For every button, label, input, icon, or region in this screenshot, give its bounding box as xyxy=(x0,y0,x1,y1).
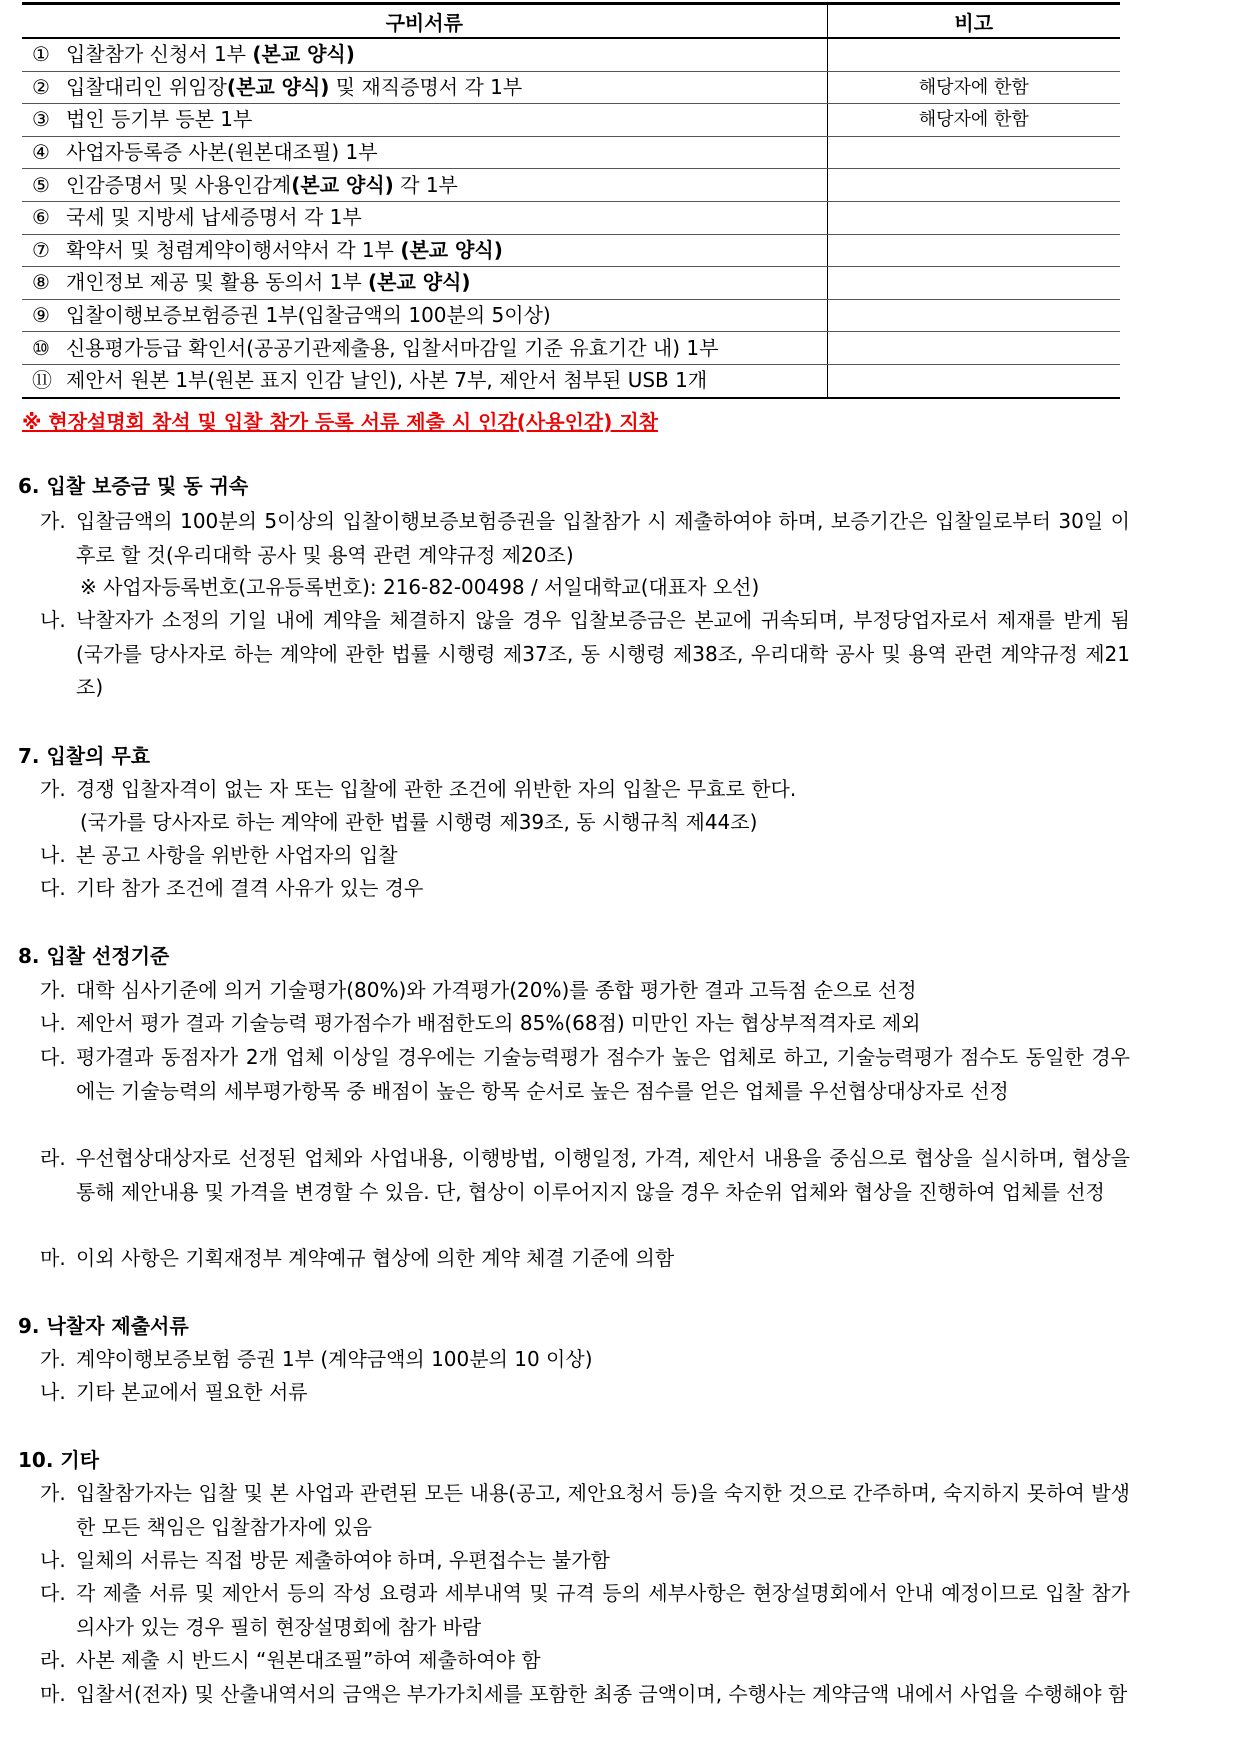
document-name: 법인 등기부 등본 1부 xyxy=(66,107,253,132)
item-label: 가. xyxy=(40,509,66,533)
document-cell xyxy=(22,332,827,365)
remark-cell: 해당자에 한함 xyxy=(827,71,1120,104)
table-row xyxy=(22,267,1120,300)
section-8-item-a xyxy=(40,974,1130,1008)
item-number: ② xyxy=(32,74,50,99)
header-remarks: 비고 xyxy=(827,4,1120,39)
item-label: 라. xyxy=(40,1146,66,1170)
table-row xyxy=(22,71,1120,104)
section-10-item-a xyxy=(40,1477,1130,1544)
table-row xyxy=(22,104,1120,137)
document-name: 입찰이행보증보험증권 1부(입찰금액의 100분의 5이상) xyxy=(66,303,551,328)
section-8-item-b xyxy=(40,1007,1130,1041)
table-row xyxy=(22,234,1120,267)
document-name: 사업자등록증 사본(원본대조필) 1부 xyxy=(66,140,378,165)
document-cell xyxy=(22,38,827,71)
item-label: 마. xyxy=(40,1682,66,1706)
document-name: 입찰참가 신청서 1부 xyxy=(66,42,253,67)
section-8-item-c xyxy=(40,1041,1130,1108)
section-7-item-b xyxy=(40,839,1130,873)
document-cell xyxy=(22,169,827,202)
item-label: 가. xyxy=(40,1347,66,1371)
item-label: 다. xyxy=(40,1045,66,1069)
table-row xyxy=(22,364,1120,397)
table-body xyxy=(22,38,1120,398)
document-cell xyxy=(22,267,827,300)
document-name: 신용평가등급 확인서(공공기관제출용, 입찰서마감일 기준 유효기간 내) 1부 xyxy=(66,335,719,360)
item-label: 가. xyxy=(40,1481,66,1505)
item-label: 나. xyxy=(40,1548,66,1572)
item-text: 입찰금액의 100분의 5이상의 입찰이행보증보험증권을 입찰참가 시 제출하여야 하며, 보증기간은 입찰일로부터 30일 이후로 할 것(우리대학 공사 및 용역 관련 계약규정 제20조) xyxy=(76,509,1130,567)
remark-cell xyxy=(827,299,1120,332)
item-number: ③ xyxy=(32,107,50,132)
item-label: 마. xyxy=(40,1246,66,1270)
document-name: 입찰대리인 위임장 xyxy=(66,74,227,99)
section-6-item-a xyxy=(40,505,1130,572)
section-9-item-a xyxy=(40,1343,1130,1377)
remark-cell xyxy=(827,201,1120,234)
item-number: ⑧ xyxy=(32,270,50,295)
item-label: 가. xyxy=(40,978,66,1002)
item-text: 입찰서(전자) 및 산출내역서의 금액은 부가가치세를 포함한 최종 금액이며, 수행사는 계약금액 내에서 사업을 수행해야 함 xyxy=(76,1682,1128,1706)
item-label: 다. xyxy=(40,1581,66,1605)
item-number: ⑥ xyxy=(32,205,50,230)
item-label: 다. xyxy=(40,876,66,900)
section-10-item-d xyxy=(40,1644,1130,1678)
item-number: ⑨ xyxy=(32,303,50,328)
item-text: 각 제출 서류 및 제안서 등의 작성 요령과 세부내역 및 규격 등의 세부사항은 현장설명회에서 안내 예정이므로 입찰 참가의사가 있는 경우 필히 현장설명회에 참가 바람 xyxy=(76,1581,1130,1639)
document-cell xyxy=(22,234,827,267)
item-label: 나. xyxy=(40,608,66,632)
item-text: 기타 참가 조건에 결격 사유가 있는 경우 xyxy=(76,876,424,900)
section-7-item-c xyxy=(40,872,1130,906)
item-number: ④ xyxy=(32,140,50,165)
document-cell xyxy=(22,136,827,169)
remark-cell xyxy=(827,38,1120,71)
section-9-item-b xyxy=(40,1376,1130,1410)
section-8-title: 8. 입찰 선정기준 xyxy=(18,944,170,968)
section-10-item-b xyxy=(40,1544,1130,1578)
form-note: (본교 양식) xyxy=(226,74,330,99)
document-name: 국세 및 지방세 납세증명서 각 1부 xyxy=(66,205,362,230)
document-name: 개인정보 제공 및 활용 동의서 1부 xyxy=(66,270,369,295)
document-cell xyxy=(22,71,827,104)
required-documents-table xyxy=(22,2,1120,399)
section-8-item-e xyxy=(40,1242,1130,1276)
document-name: 제안서 원본 1부(원본 표지 인감 날인), 사본 7부, 제안서 첨부된 USB 1개 xyxy=(66,368,708,393)
item-text: 이외 사항은 기획재정부 계약예규 협상에 의한 계약 체결 기준에 의함 xyxy=(76,1246,675,1270)
form-note: (본교 양식) xyxy=(252,42,355,67)
item-text: 기타 본교에서 필요한 서류 xyxy=(76,1380,308,1404)
section-6-business-number: ※ 사업자등록번호(고유등록번호): 216-82-00498 / 서일대학교(대표자 오선) xyxy=(80,575,760,599)
form-note: (본교 양식) xyxy=(291,172,394,197)
table-row xyxy=(22,169,1120,202)
section-10-title: 10. 기타 xyxy=(18,1448,100,1472)
item-number: ⑦ xyxy=(32,237,50,262)
section-9-title: 9. 낙찰자 제출서류 xyxy=(18,1314,189,1338)
item-label: 나. xyxy=(40,1380,66,1404)
remark-cell xyxy=(827,169,1120,202)
remark-cell: 해당자에 한함 xyxy=(827,104,1120,137)
section-6-title: 6. 입찰 보증금 및 동 귀속 xyxy=(18,474,249,498)
document-cell xyxy=(22,364,827,397)
header-documents: 구비서류 xyxy=(22,4,827,39)
item-label: 나. xyxy=(40,843,66,867)
document-cell xyxy=(22,299,827,332)
item-text: 일체의 서류는 직접 방문 제출하여야 하며, 우편접수는 불가함 xyxy=(76,1548,610,1572)
document-name: 인감증명서 및 사용인감계 xyxy=(66,172,292,197)
document-cell xyxy=(22,201,827,234)
document-name: 각 1부 xyxy=(393,172,458,197)
item-number: ⑤ xyxy=(32,172,50,197)
table-row xyxy=(22,332,1120,365)
item-number: ⑩ xyxy=(32,335,50,360)
form-note: (본교 양식) xyxy=(400,237,503,262)
item-text: 우선협상대상자로 선정된 업체와 사업내용, 이행방법, 이행일정, 가격, 제안서 내용을 중심으로 협상을 실시하며, 협상을 통해 제안내용 및 가격을 변경할 수 있음. 단, 협상이 이루어지지 않을 경우 차순위 업체와 협상을 진행하여 업체를 선정 xyxy=(76,1146,1130,1204)
table-row xyxy=(22,136,1120,169)
item-text: 낙찰자가 소정의 기일 내에 계약을 체결하지 않을 경우 입찰보증금은 본교에 귀속되며, 부정당업자로서 제재를 받게 됨 (국가를 당사자로 하는 계약에 관한 법률 시행령 제37조, 동 시행령 제38조, 우리대학 공사 및 용역 관련 계약규정 제21조) xyxy=(76,608,1130,699)
remark-cell xyxy=(827,332,1120,365)
section-8-item-d xyxy=(40,1142,1130,1209)
item-label: 라. xyxy=(40,1648,66,1672)
remark-cell xyxy=(827,234,1120,267)
remark-cell xyxy=(827,267,1120,300)
table-row xyxy=(22,38,1120,71)
item-text: 본 공고 사항을 위반한 사업자의 입찰 xyxy=(76,843,398,867)
item-label: 나. xyxy=(40,1011,66,1035)
document-name: 확약서 및 청렴계약이행서약서 각 1부 xyxy=(66,237,401,262)
table-header-row xyxy=(22,4,1120,39)
table-row xyxy=(22,299,1120,332)
item-text: 평가결과 동점자가 2개 업체 이상일 경우에는 기술능력평가 점수가 높은 업체로 하고, 기술능력평가 점수도 동일한 경우에는 기술능력의 세부평가항목 중 배점이 높은 항목 순서로 높은 점수를 얻은 업체를 우선협상대상자로 선정 xyxy=(76,1045,1130,1103)
section-10-item-c xyxy=(40,1577,1130,1644)
section-7-law-reference: (국가를 당사자로 하는 계약에 관한 법률 시행령 제39조, 동 시행규칙 제44조) xyxy=(80,810,758,834)
section-6-item-b xyxy=(40,604,1130,705)
document-cell xyxy=(22,104,827,137)
item-text: 입찰참가자는 입찰 및 본 사업과 관련된 모든 내용(공고, 제안요청서 등)을 숙지한 것으로 간주하며, 숙지하지 못하여 발생한 모든 책임은 입찰참가자에 있음 xyxy=(76,1481,1130,1539)
item-text: 대학 심사기준에 의거 기술평가(80%)와 가격평가(20%)를 종합 평가한 결과 고득점 순으로 선정 xyxy=(76,978,917,1002)
item-text: 경쟁 입찰자격이 없는 자 또는 입찰에 관한 조건에 위반한 자의 입찰은 무효로 한다. xyxy=(76,777,797,801)
document-name: 및 재직증명서 각 1부 xyxy=(329,74,523,99)
section-7-item-a xyxy=(40,773,1130,807)
notice-text: ※ 현장설명회 참석 및 입찰 참가 등록 서류 제출 시 인감(사용인감) 지참 xyxy=(22,410,658,434)
form-note: (본교 양식) xyxy=(368,270,471,295)
item-label: 가. xyxy=(40,777,66,801)
item-text: 계약이행보증보험 증권 1부 (계약금액의 100분의 10 이상) xyxy=(76,1347,593,1371)
item-text: 제안서 평가 결과 기술능력 평가점수가 배점한도의 85%(68점) 미만인 자는 협상부적격자로 제외 xyxy=(76,1011,921,1035)
item-number: ⑪ xyxy=(32,368,52,393)
section-7-title: 7. 입찰의 무효 xyxy=(18,744,151,768)
item-text: 사본 제출 시 반드시 “원본대조필”하여 제출하여야 함 xyxy=(76,1648,541,1672)
table-row xyxy=(22,201,1120,234)
remark-cell xyxy=(827,364,1120,397)
section-10-item-e xyxy=(40,1678,1130,1712)
remark-cell xyxy=(827,136,1120,169)
item-number: ① xyxy=(32,42,50,67)
